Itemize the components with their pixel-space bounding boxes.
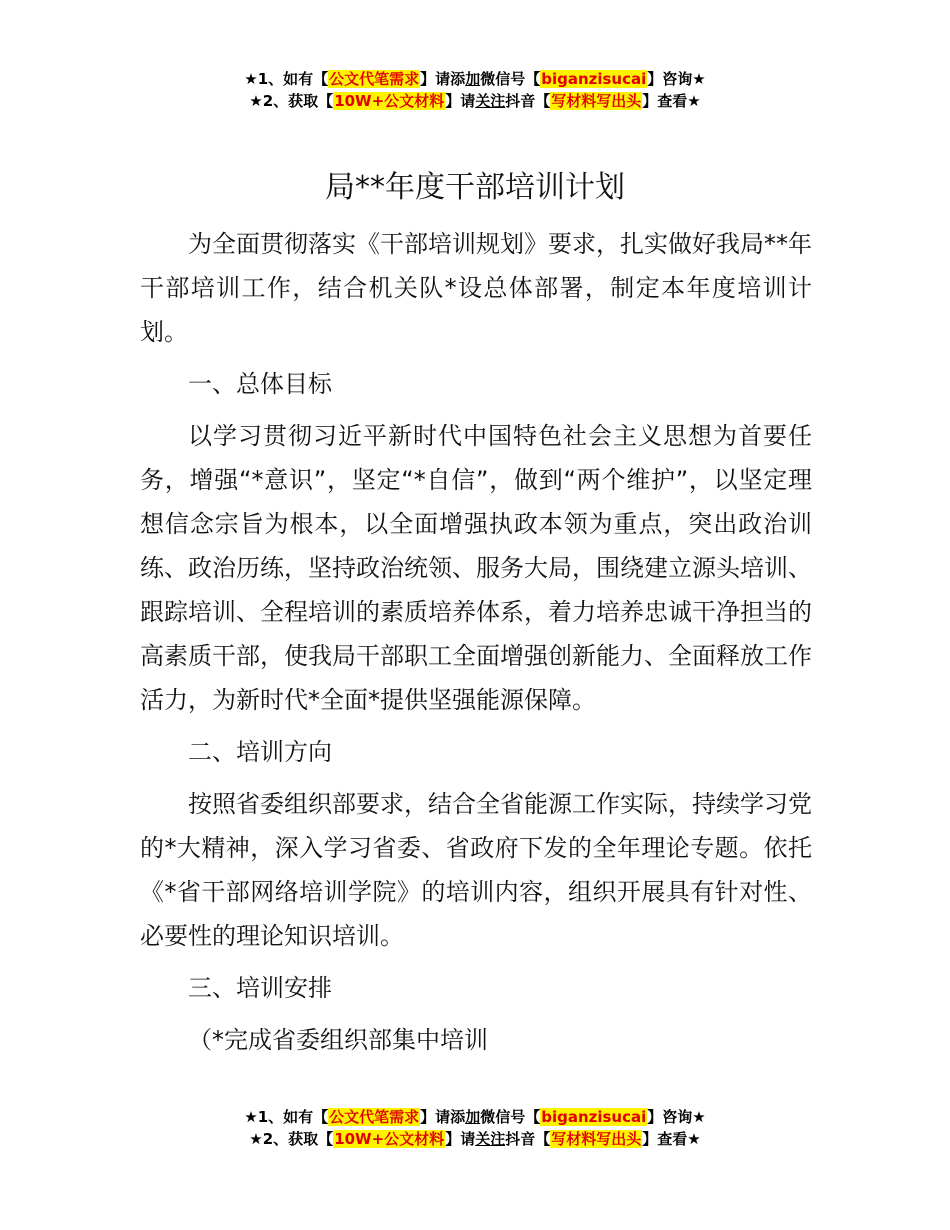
banner-text: 】咨询★ [647, 1108, 706, 1126]
header-banner [0, 68, 950, 112]
banner-line-2 [0, 90, 950, 112]
banner-text: 】请 [445, 1130, 476, 1148]
banner-line-1 [0, 68, 950, 90]
banner-line-2 [0, 1128, 950, 1150]
intro-paragraph: 为全面贯彻落实《干部培训规划》要求，扎实做好我局**年干部培训工作，结合机关队*设总体部署，制定本年度培训计划。 [140, 230, 812, 346]
banner-text: 微信号【 [480, 70, 541, 88]
banner-highlight: 写材料写出头 [551, 1130, 642, 1148]
banner-highlight: biganzisucai [541, 70, 647, 88]
banner-text: 抖音【 [505, 1130, 551, 1148]
banner-highlight: 10W+公文材料 [334, 92, 445, 110]
banner-text: 】查看★ [642, 92, 701, 110]
banner-text: 微信号【 [480, 1108, 541, 1126]
banner-underlined: 关注 [475, 1130, 506, 1148]
banner-text: 】咨询★ [647, 70, 706, 88]
banner-text: ★1、如有【 [244, 70, 329, 88]
banner-text: 】请 [445, 92, 476, 110]
banner-text: ★2、获取【 [249, 1130, 334, 1148]
banner-underlined: 加 [465, 70, 481, 88]
banner-highlight: 公文代笔需求 [329, 70, 420, 88]
banner-text: 】请添 [420, 70, 466, 88]
banner-highlight: 10W+公文材料 [334, 1130, 445, 1148]
footer-banner [0, 1106, 950, 1150]
section-heading: 一、总体目标 [188, 370, 332, 398]
banner-text: 抖音【 [505, 92, 551, 110]
banner-text: 】查看★ [642, 1130, 701, 1148]
banner-underlined: 关注 [475, 92, 506, 110]
banner-highlight: 写材料写出头 [551, 92, 642, 110]
banner-line-1 [0, 1106, 950, 1128]
banner-highlight: biganzisucai [541, 1108, 647, 1126]
section-paragraph: 以学习贯彻习近平新时代中国特色社会主义思想为首要任务，增强“*意识”，坚定“*自信”，做到“两个维护”，以坚定理想信念宗旨为根本，以全面增强执政本领为重点，突出政治训练、政治历练，坚持政治统领、服务大局，围绕建立源头培训、跟踪培训、全程培训的素质培养体系，着力培养忠诚干净担当的高素质干部，使我局干部职工全面增强创新能力、全面释放工作活力，为新时代*全面*提供坚强能源保障。 [140, 422, 812, 714]
document-body [140, 222, 812, 1062]
section-heading: 二、培训方向 [188, 738, 332, 766]
document-title: 局**年度干部培训计划 [325, 170, 625, 205]
banner-text: ★1、如有【 [244, 1108, 329, 1126]
section-heading: 三、培训安排 [188, 974, 332, 1002]
banner-text: ★2、获取【 [249, 92, 334, 110]
banner-text: 】请添 [420, 1108, 466, 1126]
section-paragraph: 按照省委组织部要求，结合全省能源工作实际，持续学习党的*大精神，深入学习省委、省政府下发的全年理论专题。依托《*省干部网络培训学院》的培训内容，组织开展具有针对性、必要性的理论知识培训。 [140, 790, 812, 950]
banner-highlight: 公文代笔需求 [329, 1108, 420, 1126]
banner-underlined: 加 [465, 1108, 481, 1126]
subsection-item: （*完成省委组织部集中培训 [188, 1026, 488, 1054]
